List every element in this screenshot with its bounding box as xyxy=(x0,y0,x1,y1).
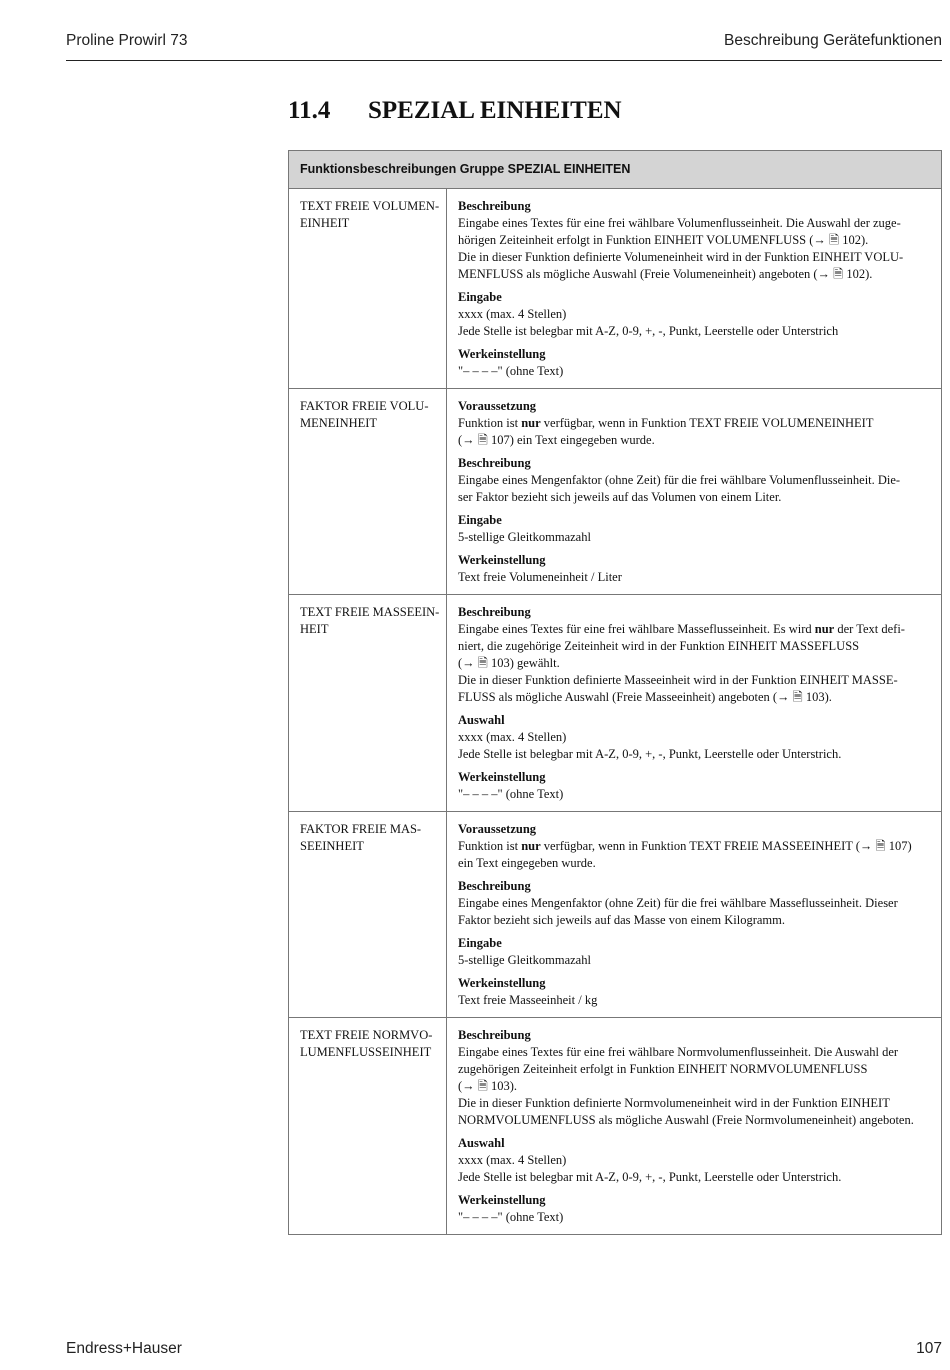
detail-section-title: Beschreibung xyxy=(458,1028,531,1042)
text-line: xxxx (max. 4 Stellen) xyxy=(458,730,567,744)
page-number: 107 xyxy=(916,1340,942,1357)
text-line: LUMENFLUSSEINHEIT xyxy=(300,1045,432,1059)
text-line: MENFLUSS als mögliche Auswahl (Freie Volumeneinheit) angeboten (→ 🗎 102). xyxy=(458,267,873,281)
function-table xyxy=(288,150,942,1235)
footer-company: Endress+Hauser xyxy=(66,1340,182,1357)
detail-section xyxy=(458,604,931,706)
function-name xyxy=(289,389,447,594)
function-name xyxy=(289,812,447,1017)
text-line: hörigen Zeiteinheit erfolgt in Funktion EINHEIT VOLUMENFLUSS (→ 🗎 102). xyxy=(458,233,869,247)
text-line: Jede Stelle ist belegbar mit A-Z, 0-9, +, -, Punkt, Leerstelle oder Unterstrich. xyxy=(458,1170,842,1184)
text-line: Die in dieser Funktion definierte Volumeneinheit wird in der Funktion EINHEIT VOLU- xyxy=(458,250,904,264)
detail-section xyxy=(458,1192,931,1226)
text-line: Jede Stelle ist belegbar mit A-Z, 0-9, +, -, Punkt, Leerstelle oder Unterstrich. xyxy=(458,747,842,761)
text-line: ein Text eingegeben wurde. xyxy=(458,856,596,870)
detail-section-title: Beschreibung xyxy=(458,199,531,213)
detail-section xyxy=(458,1027,931,1129)
detail-section xyxy=(458,398,931,449)
detail-section-title: Werkeinstellung xyxy=(458,1193,546,1207)
function-details xyxy=(447,595,941,811)
text-line: xxxx (max. 4 Stellen) xyxy=(458,1153,567,1167)
text-line: FAKTOR FREIE MAS- xyxy=(300,822,422,836)
detail-section xyxy=(458,512,931,546)
function-name xyxy=(289,595,447,811)
detail-section xyxy=(458,975,931,1009)
text-line: Text freie Volumeneinheit / Liter xyxy=(458,570,622,584)
header-document-title: Proline Prowirl 73 xyxy=(66,32,188,49)
table-row xyxy=(289,595,941,812)
detail-section xyxy=(458,935,931,969)
detail-section xyxy=(458,455,931,506)
section-heading xyxy=(288,97,622,125)
text-line: Die in dieser Funktion definierte Masseeinheit wird in der Funktion EINHEIT MASSE- xyxy=(458,673,898,687)
text-line: Jede Stelle ist belegbar mit A-Z, 0-9, +, -, Punkt, Leerstelle oder Unterstrich xyxy=(458,324,839,338)
detail-section xyxy=(458,346,931,380)
text-line: Eingabe eines Mengenfaktor (ohne Zeit) für die frei wählbare Masseflusseinheit. Dieser xyxy=(458,896,898,910)
text-line: Faktor bezieht sich jeweils auf das Masse von einem Kilogramm. xyxy=(458,913,786,927)
text-line: Funktion ist nur verfügbar, wenn in Funktion TEXT FREIE VOLUMENEINHEIT xyxy=(458,416,874,430)
page-footer xyxy=(66,1340,942,1358)
detail-section-title: Eingabe xyxy=(458,936,502,950)
text-line: (→ 🗎 107) ein Text eingegeben wurde. xyxy=(458,433,655,447)
function-details xyxy=(447,189,941,388)
text-line: Funktion ist nur verfügbar, wenn in Funktion TEXT FREIE MASSEEINHEIT (→ 🗎 107) xyxy=(458,839,912,853)
text-line: TEXT FREIE MASSEEIN- xyxy=(300,605,440,619)
text-line: MENEINHEIT xyxy=(300,416,378,430)
table-row xyxy=(289,189,941,389)
table-row xyxy=(289,1018,941,1234)
detail-section-title: Beschreibung xyxy=(458,605,531,619)
detail-section xyxy=(458,289,931,340)
detail-section-title: Voraussetzung xyxy=(458,399,537,413)
text-line: Eingabe eines Mengenfaktor (ohne Zeit) für die frei wählbare Volumenflusseinheit. Die- xyxy=(458,473,901,487)
detail-section xyxy=(458,821,931,872)
text-line: "– – – –" (ohne Text) xyxy=(458,1210,564,1224)
text-line: Eingabe eines Textes für eine frei wählbare Volumenflusseinheit. Die Auswahl der zuge- xyxy=(458,216,901,230)
detail-section xyxy=(458,878,931,929)
detail-section xyxy=(458,769,931,803)
text-line: ser Faktor bezieht sich jeweils auf das Volumen von einem Liter. xyxy=(458,490,782,504)
text-line: FLUSS als mögliche Auswahl (Freie Masseeinheit) angeboten (→ 🗎 103). xyxy=(458,690,832,704)
detail-section xyxy=(458,198,931,283)
function-name xyxy=(289,1018,447,1234)
table-row xyxy=(289,389,941,595)
detail-section xyxy=(458,1135,931,1186)
table-body xyxy=(289,189,941,1234)
table-row xyxy=(289,812,941,1018)
text-line: FAKTOR FREIE VOLU- xyxy=(300,399,429,413)
text-line: "– – – –" (ohne Text) xyxy=(458,364,564,378)
header-chapter-title: Beschreibung Gerätefunktionen xyxy=(723,32,942,49)
detail-section-title: Werkeinstellung xyxy=(458,770,546,784)
text-line: HEIT xyxy=(300,622,329,636)
text-line: (→ 🗎 103). xyxy=(458,1079,518,1093)
text-line: zugehörigen Zeiteinheit erfolgt in Funktion EINHEIT NORMVOLUMENFLUSS xyxy=(458,1062,868,1076)
text-line: SEEINHEIT xyxy=(300,839,364,853)
text-line: EINHEIT xyxy=(300,216,350,230)
detail-section-title: Eingabe xyxy=(458,290,502,304)
detail-section-title: Beschreibung xyxy=(458,879,531,893)
section-number: 11.4 xyxy=(288,97,331,124)
detail-section xyxy=(458,712,931,763)
text-line: Eingabe eines Textes für eine frei wählbare Normvolumenflusseinheit. Die Auswahl der xyxy=(458,1045,899,1059)
table-heading: Funktionsbeschreibungen Gruppe SPEZIAL EINHEITEN xyxy=(289,151,941,189)
detail-section xyxy=(458,552,931,586)
text-line: TEXT FREIE NORMVO- xyxy=(300,1028,433,1042)
text-line: Text freie Masseeinheit / kg xyxy=(458,993,598,1007)
section-title: SPEZIAL EINHEITEN xyxy=(368,97,622,124)
text-line: 5-stellige Gleitkommazahl xyxy=(458,953,591,967)
detail-section-title: Eingabe xyxy=(458,513,502,527)
text-line: 5-stellige Gleitkommazahl xyxy=(458,530,591,544)
detail-section-title: Auswahl xyxy=(458,1136,505,1150)
text-line: niert, die zugehörige Zeiteinheit wird in der Funktion EINHEIT MASSEFLUSS xyxy=(458,639,860,653)
function-details xyxy=(447,389,941,594)
detail-section-title: Werkeinstellung xyxy=(458,347,546,361)
function-details xyxy=(447,812,941,1017)
text-line: TEXT FREIE VOLUMEN- xyxy=(300,199,440,213)
detail-section-title: Werkeinstellung xyxy=(458,553,546,567)
detail-section-title: Voraussetzung xyxy=(458,822,537,836)
text-line: Die in dieser Funktion definierte Normvolumeneinheit wird in der Funktion EINHEIT xyxy=(458,1096,890,1110)
page-header xyxy=(66,32,942,61)
text-line: xxxx (max. 4 Stellen) xyxy=(458,307,567,321)
text-line: (→ 🗎 103) gewählt. xyxy=(458,656,560,670)
text-line: Eingabe eines Textes für eine frei wählbare Masseflusseinheit. Es wird nur der Text defi- xyxy=(458,622,905,636)
detail-section-title: Beschreibung xyxy=(458,456,531,470)
text-line: NORMVOLUMENFLUSS als mögliche Auswahl (Freie Normvolumeneinheit) angeboten. xyxy=(458,1113,914,1127)
text-line: "– – – –" (ohne Text) xyxy=(458,787,564,801)
function-details xyxy=(447,1018,941,1234)
detail-section-title: Auswahl xyxy=(458,713,505,727)
detail-section-title: Werkeinstellung xyxy=(458,976,546,990)
function-name xyxy=(289,189,447,388)
